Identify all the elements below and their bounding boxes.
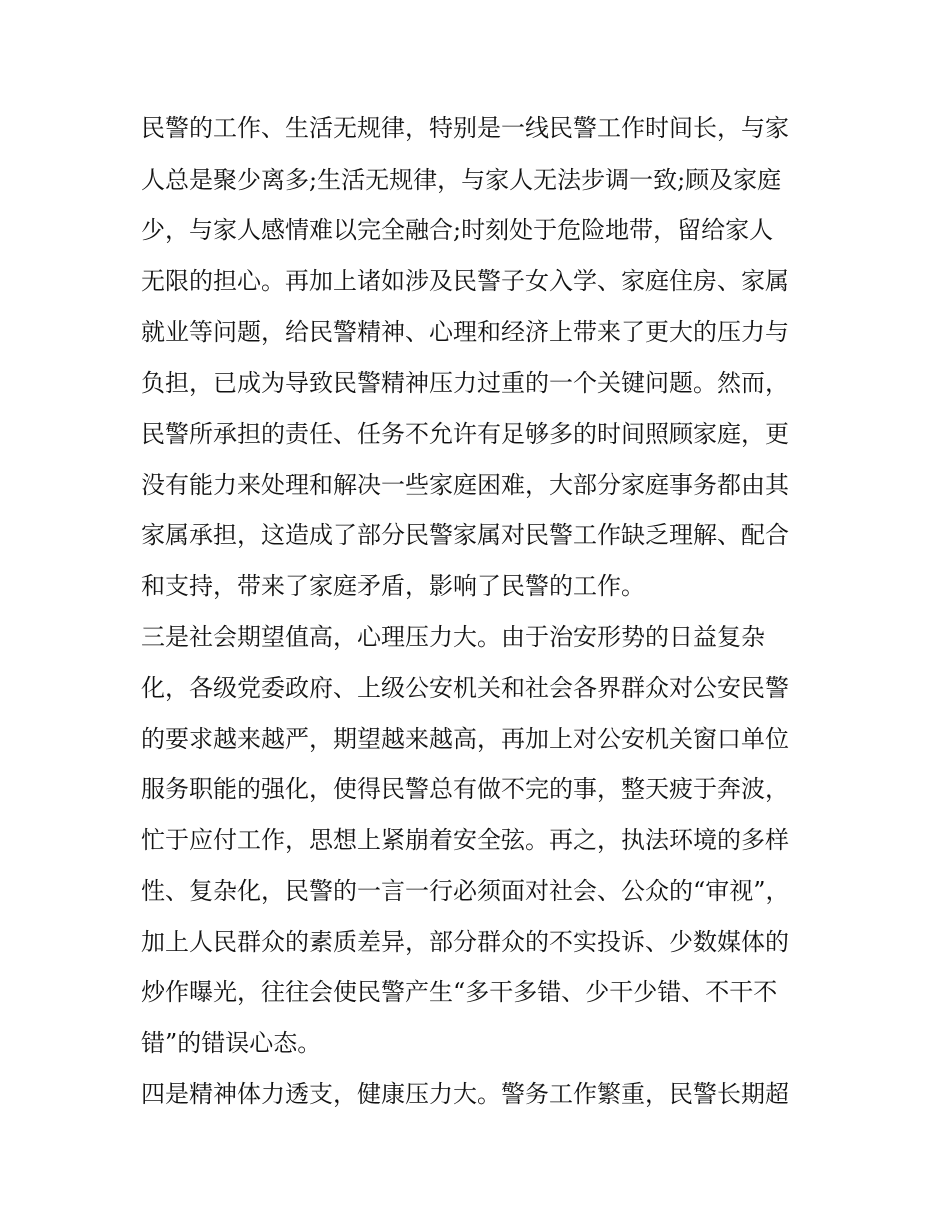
- text-line: 无限的担心。再加上诸如涉及民警子女入学、家庭住房、家属: [141, 267, 789, 295]
- text-line: 负担，已成为导致民警精神压力过重的一个关键问题。然而，: [141, 369, 789, 397]
- text-line: 化，各级党委政府、上级公安机关和社会各界群众对公安民警: [141, 674, 789, 702]
- text-line: 就业等问题，给民警精神、心理和经济上带来了更大的压力与: [141, 318, 789, 346]
- text-line: 和支持，带来了家庭矛盾，影响了民警的工作。: [141, 572, 645, 600]
- text-line: 炒作曝光，往往会使民警产生“多干多错、少干少错、不干不: [141, 978, 778, 1006]
- text-line: 服务职能的强化，使得民警总有做不完的事，整天疲于奔波，: [141, 775, 789, 803]
- text-line: 的要求越来越严，期望越来越高，再加上对公安机关窗口单位: [141, 725, 789, 753]
- text-line: 没有能力来处理和解决一些家庭困难，大部分家庭事务都由其: [141, 471, 789, 499]
- text-line: 加上人民群众的素质差异，部分群众的不实投诉、少数媒体的: [141, 928, 789, 956]
- text-line: 错”的错误心态。: [141, 1029, 322, 1057]
- text-line: 四是精神体力透支，健康压力大。警务工作繁重，民警长期超: [141, 1080, 789, 1108]
- text-line: 三是社会期望值高，心理压力大。由于治安形势的日益复杂: [141, 623, 765, 651]
- text-line: 人总是聚少离多;生活无规律，与家人无法步调一致;顾及家庭: [141, 166, 782, 194]
- text-line: 民警的工作、生活无规律，特别是一线民警工作时间长，与家: [141, 114, 789, 142]
- text-line: 忙于应付工作，思想上紧崩着安全弦。再之，执法环境的多样: [141, 826, 789, 854]
- text-line: 家属承担，这造成了部分民警家属对民警工作缺乏理解、配合: [141, 521, 789, 549]
- text-line: 少，与家人感情难以完全融合;时刻处于危险地带，留给家人: [141, 216, 774, 244]
- text-line: 性、复杂化，民警的一言一行必须面对社会、公众的“审视”，: [141, 877, 790, 905]
- text-line: 民警所承担的责任、任务不允许有足够多的时间照顾家庭，更: [141, 420, 789, 448]
